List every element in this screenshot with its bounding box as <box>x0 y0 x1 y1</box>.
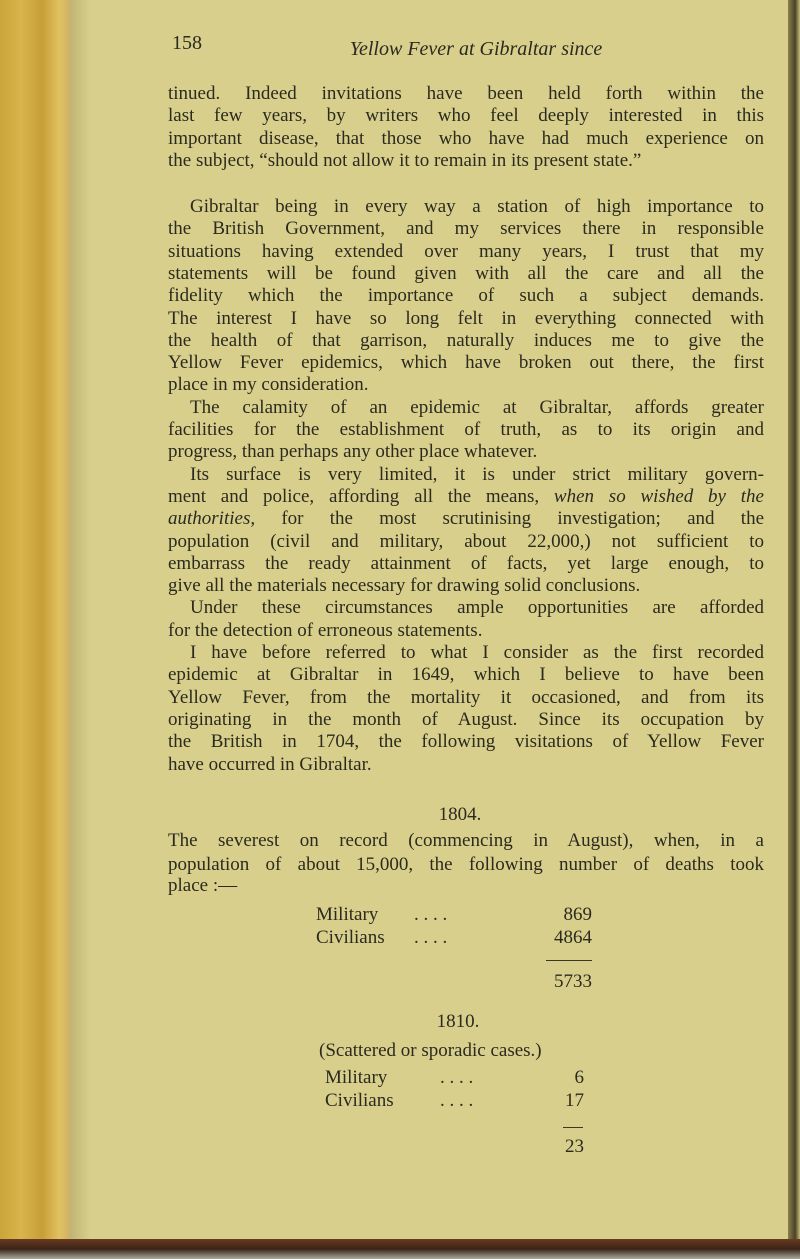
text-line: for the detection of erroneous statements. <box>168 619 483 641</box>
text-segment: ment and police, affording all the means, <box>168 485 554 507</box>
table-row-value: 6 <box>574 1067 584 1088</box>
text-line: last few years, by writers who feel deeply interested in this <box>168 105 764 127</box>
table-row-leader: . . . . <box>414 927 448 948</box>
section-1804-intro-line: The severest on record (commencing in August), when, in a <box>168 830 764 851</box>
text-line: situations having extended over many years, I trust that my <box>168 240 764 262</box>
table-total: 5733 <box>554 971 592 992</box>
text-line <box>168 508 764 530</box>
running-title: Yellow Fever at Gibraltar since <box>349 38 603 60</box>
section-1810-note: (Scattered or sporadic cases.) <box>319 1040 542 1061</box>
text-line: Yellow Fever epidemics, which have broken out there, the first <box>168 352 764 374</box>
text-line: the subject, “should not allow it to remain in its present state.” <box>168 149 642 171</box>
book-cover-edge <box>0 1239 800 1259</box>
text-line: the British in 1704, the following visitations of Yellow Fever <box>168 731 764 753</box>
text-line: have occurred in Gibraltar. <box>168 753 372 775</box>
table-row-label: Military <box>325 1067 388 1088</box>
italic-text: authorities, <box>168 508 256 530</box>
text-line: progress, than perhaps any other place whatever. <box>168 441 538 463</box>
sum-rule <box>546 960 592 961</box>
text-line: Yellow Fever, from the mortality it occasioned, and from its <box>168 686 764 708</box>
text-line: statements will be found given with all the care and all the <box>168 262 764 284</box>
text-line: The interest I have so long felt in everything connected with <box>168 307 764 329</box>
table-row-leader: . . . . <box>440 1067 474 1088</box>
text-line: Gibraltar being in every way a station of high importance to <box>190 196 764 217</box>
text-line <box>168 486 764 508</box>
text-line: important disease, that those who have had much experience on <box>168 127 764 149</box>
text-segment: for the most scrutinising investigation; and the <box>255 508 764 530</box>
text-line: population (civil and military, about 22,000,) not sufficient to <box>168 530 764 552</box>
text-line: Its surface is very limited, it is under strict military govern- <box>190 463 764 485</box>
italic-text: when so wished by the <box>553 485 764 507</box>
table-row-label: Civilians <box>325 1090 394 1111</box>
table-row-label: Civilians <box>316 927 385 948</box>
table-row-leader: . . . . <box>414 904 448 925</box>
text-line: I have before referred to what I consider as the first recorded <box>190 642 764 663</box>
book-page-edges <box>0 0 70 1259</box>
sum-rule <box>563 1127 583 1128</box>
table-row-leader: . . . . <box>440 1090 474 1111</box>
table-row-value: 17 <box>565 1090 584 1111</box>
table-row-label: Military <box>316 904 379 925</box>
text-line: the health of that garrison, naturally induces me to give the <box>168 329 764 351</box>
gutter-shadow <box>70 0 90 1259</box>
table-total: 23 <box>565 1136 584 1157</box>
text-line: fidelity which the importance of such a subject demands. <box>168 285 764 307</box>
section-1804-intro-line: population of about 15,000, the following number of deaths took <box>168 854 764 875</box>
text-line: Under these circumstances ample opportunities are afforded <box>190 597 764 619</box>
section-heading-1810: 1810. <box>436 1011 480 1032</box>
page-number: 158 <box>172 32 202 54</box>
table-row-value: 4864 <box>554 927 592 948</box>
text-line: originating in the month of August. Since its occupation by <box>168 708 764 730</box>
book-spine-edge <box>788 0 800 1259</box>
text-line: epidemic at Gibraltar in 1649, which I believe to have been <box>168 664 764 686</box>
text-line: facilities for the establishment of truth, as to its origin and <box>168 419 764 440</box>
table-row-value: 869 <box>563 904 592 925</box>
section-1804-intro-line: place :— <box>168 875 238 896</box>
section-heading-1804: 1804. <box>438 804 482 825</box>
text-line: give all the materials necessary for drawing solid conclusions. <box>168 575 641 597</box>
text-line: tinued. Indeed invitations have been held forth within the <box>168 83 764 104</box>
text-line: the British Government, and my services there in responsible <box>168 218 764 240</box>
text-line: embarrass the ready attainment of facts, yet large enough, to <box>168 552 764 574</box>
text-line: The calamity of an epidemic at Gibraltar, affords greater <box>190 396 764 418</box>
text-line: place in my consideration. <box>168 374 369 396</box>
